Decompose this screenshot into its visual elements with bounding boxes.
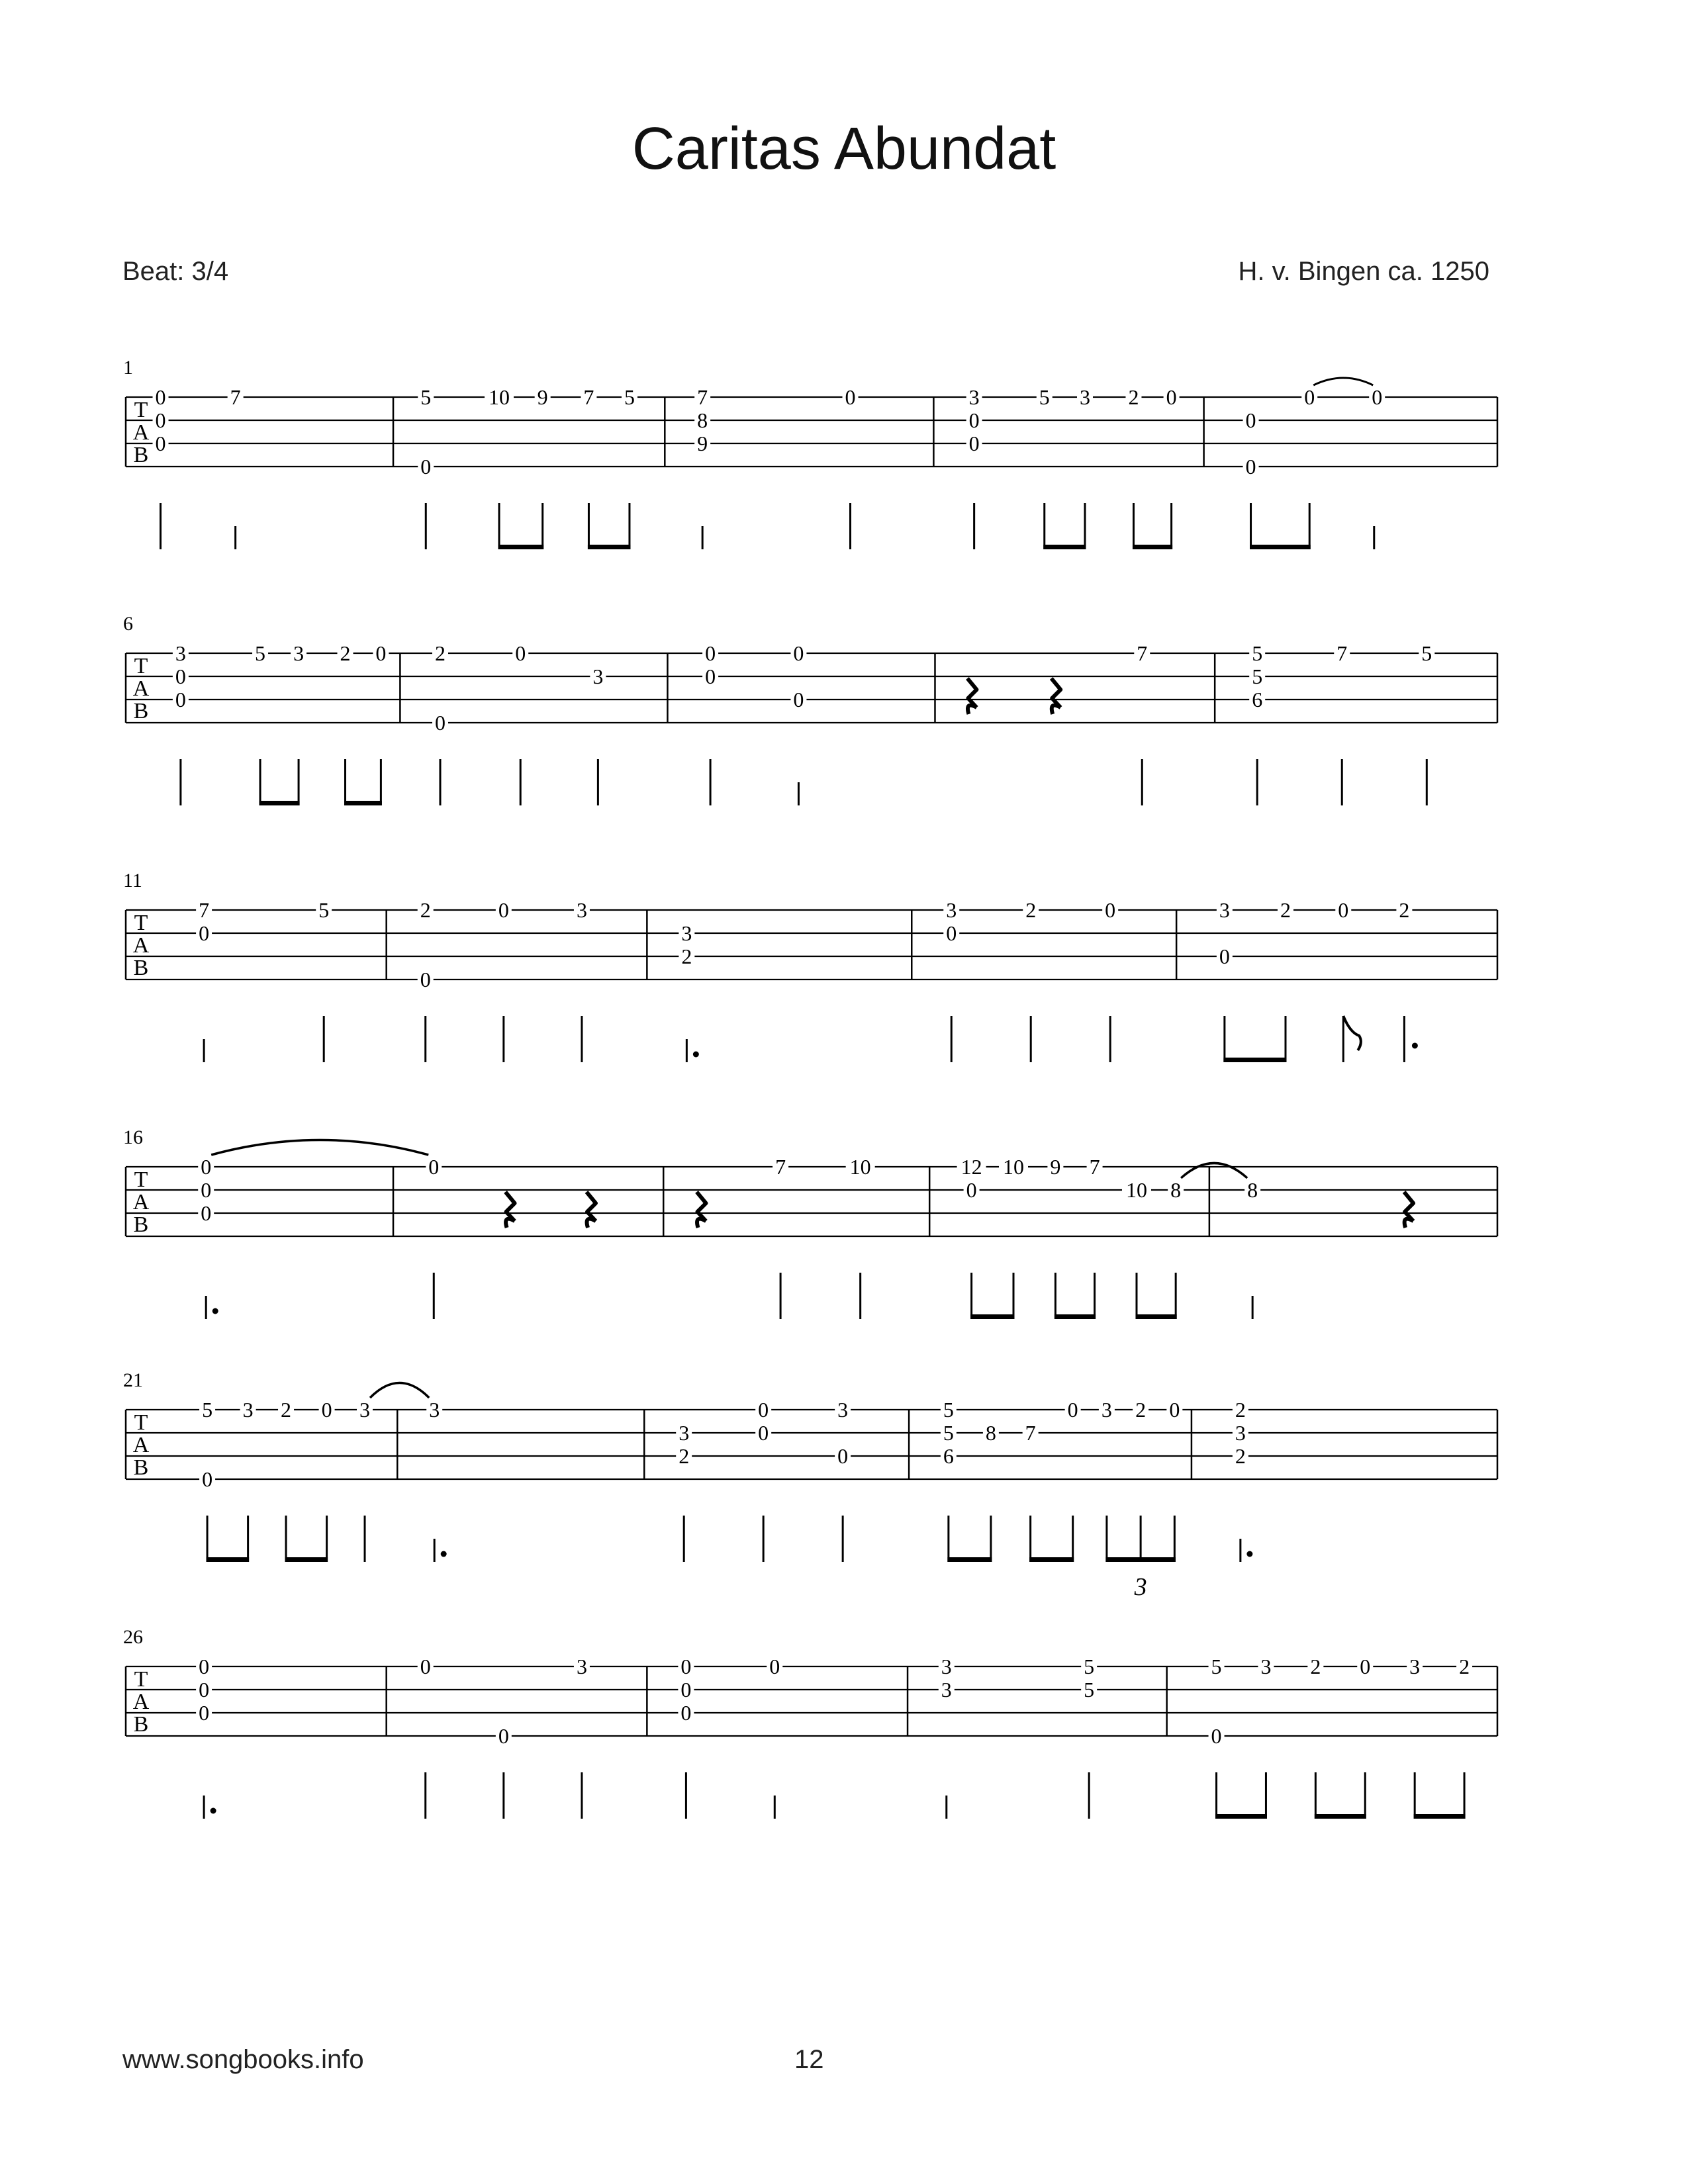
fret-number: 3 (941, 1678, 952, 1702)
fret-number: 0 (1219, 944, 1230, 968)
fret-number: 3 (175, 641, 186, 665)
beam (207, 1557, 250, 1562)
tuplet-number: 3 (1134, 1573, 1147, 1601)
fret-number: 7 (230, 385, 241, 409)
tab-clef-b: B (133, 443, 149, 467)
fret-number: 7 (1336, 641, 1348, 665)
fret-number: 2 (1135, 1398, 1147, 1422)
fret-number: 0 (845, 385, 856, 409)
fret-number: 3 (592, 664, 604, 688)
fret-number: 7 (1137, 641, 1148, 665)
fret-number: 0 (420, 1655, 431, 1678)
fret-number: 0 (515, 641, 526, 665)
fret-number: 0 (199, 1678, 210, 1702)
composer-label: H. v. Bingen ca. 1250 (1238, 257, 1489, 286)
beam (498, 545, 544, 549)
fret-number: 2 (1310, 1655, 1321, 1678)
fret-number: 0 (705, 664, 716, 688)
beam (588, 545, 631, 549)
fret-number: 0 (837, 1444, 849, 1468)
time-signature-label: Beat: 3/4 (122, 257, 229, 286)
fret-number: 7 (775, 1155, 786, 1179)
fret-number: 3 (1079, 385, 1090, 409)
fret-number: 0 (175, 664, 186, 688)
fret-number: 0 (1304, 385, 1315, 409)
fret-number: 0 (793, 641, 804, 665)
tie (370, 1383, 429, 1398)
fret-number: 12 (961, 1155, 982, 1179)
fret-number: 7 (697, 385, 708, 409)
fret-number: 10 (1125, 1178, 1147, 1202)
fret-number: 0 (705, 641, 716, 665)
measure-number: 11 (123, 870, 142, 891)
tab-clef-a: A (132, 1433, 150, 1457)
fret-number: 3 (1219, 898, 1230, 922)
fret-number: 0 (155, 432, 166, 455)
tie (211, 1140, 428, 1156)
fret-number: 8 (985, 1421, 996, 1445)
fret-number: 0 (769, 1655, 780, 1678)
fret-number: 0 (680, 1655, 692, 1678)
measure-number: 6 (123, 613, 133, 635)
tab-clef-b: B (133, 1712, 149, 1737)
fret-number: 5 (1039, 385, 1050, 409)
fret-number: 5 (624, 385, 635, 409)
fret-number: 0 (1245, 408, 1256, 432)
fret-number: 0 (1166, 385, 1177, 409)
fret-number: 3 (681, 921, 692, 945)
fret-number: 0 (758, 1398, 769, 1422)
fret-number: 0 (968, 408, 980, 432)
song-title: Caritas Abundat (632, 116, 1056, 182)
measure-number: 1 (123, 357, 133, 379)
quarter-rest (696, 1192, 706, 1228)
fret-number: 8 (697, 408, 708, 432)
fret-number: 0 (199, 921, 210, 945)
fret-number: 0 (201, 1178, 212, 1202)
tab-clef-a: A (132, 676, 150, 701)
fret-number: 0 (1169, 1398, 1180, 1422)
fret-number: 5 (943, 1398, 954, 1422)
tab-clef-t: T (134, 1167, 148, 1192)
dot (1246, 1551, 1252, 1557)
fret-number: 5 (1084, 1655, 1095, 1678)
beam (259, 801, 300, 805)
fret-number: 5 (420, 385, 432, 409)
dot (441, 1551, 447, 1557)
tab-clef-a: A (132, 1190, 150, 1214)
measure-number: 16 (123, 1126, 143, 1148)
fret-number: 9 (537, 385, 548, 409)
fret-number: 3 (576, 1655, 587, 1678)
fret-number: 2 (340, 641, 351, 665)
fret-number: 0 (1338, 898, 1349, 922)
fret-number: 0 (966, 1178, 977, 1202)
fret-number: 0 (1105, 898, 1116, 922)
fret-number: 2 (681, 944, 692, 968)
fret-number: 3 (1235, 1421, 1246, 1445)
tab-clef-b: B (133, 1212, 149, 1237)
dot (1412, 1043, 1418, 1049)
quarter-rest (967, 678, 976, 714)
fret-number: 3 (837, 1398, 849, 1422)
fret-number: 0 (202, 1467, 213, 1491)
fret-number: 3 (941, 1655, 952, 1678)
fret-number: 2 (435, 641, 446, 665)
fret-number: 6 (1252, 688, 1263, 711)
beam (970, 1314, 1014, 1319)
fret-number: 8 (1247, 1178, 1258, 1202)
beam (1223, 1058, 1286, 1062)
fret-number: 0 (201, 1201, 212, 1225)
beam (1315, 1814, 1366, 1819)
fret-number: 3 (1260, 1655, 1272, 1678)
fret-number: 2 (1459, 1655, 1470, 1678)
fret-number: 5 (1252, 664, 1263, 688)
fret-number: 7 (199, 898, 210, 922)
tie (1313, 378, 1373, 385)
fret-number: 9 (697, 432, 708, 455)
fret-number: 10 (489, 385, 510, 409)
quarter-rest (1051, 678, 1060, 714)
fret-number: 0 (201, 1155, 212, 1179)
fret-number: 5 (1211, 1655, 1222, 1678)
fret-number: 0 (1067, 1398, 1078, 1422)
fret-number: 0 (498, 1724, 509, 1748)
fret-number: 0 (946, 921, 957, 945)
fret-number: 0 (1211, 1724, 1222, 1748)
beam (1133, 545, 1172, 549)
fret-number: 0 (968, 432, 980, 455)
dot (693, 1052, 699, 1058)
fret-number: 2 (420, 898, 431, 922)
tab-clef-t: T (134, 654, 148, 678)
fret-number: 2 (1025, 898, 1037, 922)
fret-number: 3 (968, 385, 980, 409)
fret-number: 3 (359, 1398, 371, 1422)
tab-clef-t: T (134, 398, 148, 422)
fret-number: 2 (1235, 1444, 1246, 1468)
fret-number: 0 (375, 641, 387, 665)
fret-number: 0 (758, 1421, 769, 1445)
fret-number: 5 (1084, 1678, 1095, 1702)
beam (1135, 1314, 1176, 1319)
fret-number: 10 (849, 1155, 871, 1179)
tie (1181, 1163, 1247, 1179)
tab-clef-b: B (133, 1455, 149, 1480)
fret-number: 3 (242, 1398, 254, 1422)
beam (344, 801, 382, 805)
fret-number: 0 (321, 1398, 332, 1422)
fret-number: 5 (943, 1421, 954, 1445)
page-number: 12 (794, 2045, 824, 2074)
fret-number: 3 (1101, 1398, 1112, 1422)
fret-number: 3 (576, 898, 587, 922)
tab-clef-a: A (132, 420, 150, 445)
fret-number: 6 (943, 1444, 954, 1468)
fret-number: 2 (679, 1444, 690, 1468)
fret-number: 0 (428, 1155, 440, 1179)
fret-number: 0 (435, 711, 446, 735)
fret-number: 7 (1089, 1155, 1100, 1179)
fret-number: 0 (1360, 1655, 1371, 1678)
beam (1414, 1814, 1466, 1819)
tab-clef-t: T (134, 911, 148, 935)
fret-number: 0 (199, 1701, 210, 1725)
beam (1105, 1557, 1175, 1562)
measure-number: 21 (123, 1369, 143, 1391)
fret-number: 5 (255, 641, 266, 665)
fret-number: 9 (1050, 1155, 1061, 1179)
dot (211, 1808, 216, 1814)
beam (1250, 545, 1311, 549)
fret-number: 0 (793, 688, 804, 711)
beam (1215, 1814, 1267, 1819)
fret-number: 0 (680, 1678, 692, 1702)
fret-number: 3 (946, 898, 957, 922)
tab-clef-t: T (134, 1667, 148, 1692)
tab-clef-a: A (132, 1690, 150, 1714)
fret-number: 3 (1409, 1655, 1421, 1678)
fret-number: 0 (498, 898, 509, 922)
fret-number: 0 (175, 688, 186, 711)
fret-number: 2 (1399, 898, 1410, 922)
fret-number: 3 (429, 1398, 440, 1422)
fret-number: 2 (1128, 385, 1139, 409)
beam (947, 1557, 992, 1562)
beam (1055, 1314, 1096, 1319)
fret-number: 0 (155, 408, 166, 432)
measure-number: 26 (123, 1626, 143, 1648)
fret-number: 5 (1252, 641, 1263, 665)
fret-number: 0 (199, 1655, 210, 1678)
quarter-rest (586, 1192, 596, 1228)
fret-number: 8 (1170, 1178, 1182, 1202)
quarter-rest (506, 1192, 515, 1228)
tab-clef-b: B (133, 699, 149, 723)
fret-number: 2 (1280, 898, 1291, 922)
fret-number: 0 (1245, 455, 1256, 478)
tab-clef-b: B (133, 956, 149, 980)
fret-number: 3 (293, 641, 305, 665)
fret-number: 10 (1002, 1155, 1024, 1179)
fret-number: 0 (1372, 385, 1383, 409)
fret-number: 7 (583, 385, 594, 409)
tab-clef-t: T (134, 1410, 148, 1435)
fret-number: 0 (420, 968, 431, 991)
beam (285, 1557, 328, 1562)
tab-clef-a: A (132, 933, 150, 958)
fret-number: 5 (1421, 641, 1432, 665)
fret-number: 0 (155, 385, 166, 409)
dot (212, 1308, 218, 1314)
website-label[interactable]: www.songbooks.info (122, 2045, 364, 2074)
fret-number: 0 (420, 455, 432, 478)
fret-number: 0 (680, 1701, 692, 1725)
eighth-flag (1343, 1016, 1361, 1050)
fret-number: 2 (281, 1398, 292, 1422)
fret-number: 2 (1235, 1398, 1246, 1422)
fret-number: 5 (318, 898, 330, 922)
fret-number: 7 (1025, 1421, 1036, 1445)
beam (1029, 1557, 1074, 1562)
fret-number: 5 (202, 1398, 213, 1422)
beam (1043, 545, 1086, 549)
fret-number: 3 (679, 1421, 690, 1445)
quarter-rest (1404, 1192, 1413, 1228)
